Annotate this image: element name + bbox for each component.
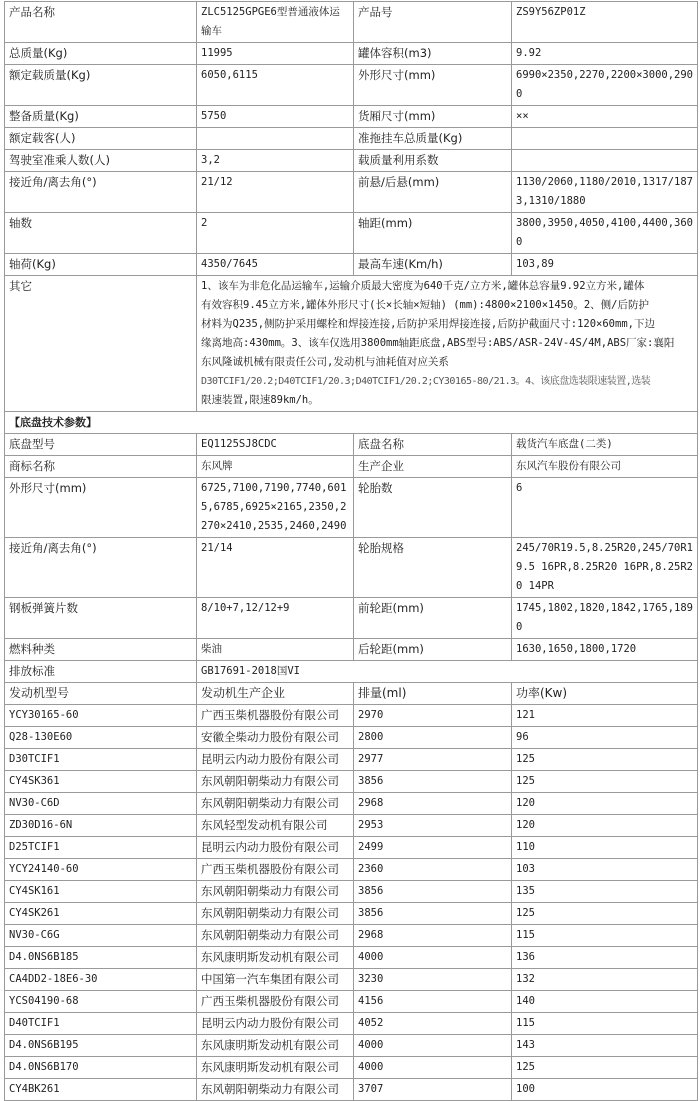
- engine-power: 120: [512, 793, 698, 815]
- engine-power: 140: [512, 991, 698, 1013]
- chassis-spec-row: [5, 434, 698, 456]
- chassis-spec-row-value-a: 柴油: [197, 639, 354, 661]
- product-spec-row-value-b: [512, 128, 698, 150]
- other-note-line: 1、该车为非危化品运输车,运输介质最大密度为640千克/立方米,罐体总容量9.92立方米,罐体: [201, 280, 645, 292]
- product-spec-row-label-a: 额定载客(人): [5, 128, 197, 150]
- chassis-spec-row-label-b: 前轮距(mm): [354, 598, 512, 639]
- engine-power: 125: [512, 903, 698, 925]
- product-spec-row-label-b: 轴距(mm): [354, 213, 512, 254]
- product-spec-row: [5, 254, 698, 276]
- engine-displacement: 3230: [354, 969, 512, 991]
- engine-model: D4.0NS6B185: [5, 947, 197, 969]
- engine-displacement: 2968: [354, 925, 512, 947]
- engine-displacement: 2977: [354, 749, 512, 771]
- engine-maker-header: 发动机生产企业: [197, 683, 354, 705]
- chassis-spec-row-value-b: 1745,1802,1820,1842,1765,1890: [512, 598, 698, 639]
- page: [0, 1, 700, 1096]
- engine-row: [5, 947, 698, 969]
- emission-row: [5, 661, 698, 683]
- engine-model: YCY30165-60: [5, 705, 197, 727]
- product-spec-row-value-b: [512, 150, 698, 172]
- engine-power: 125: [512, 749, 698, 771]
- chassis-spec-row-label-b: 生产企业: [354, 456, 512, 478]
- engine-maker: 安徽全柴动力股份有限公司: [197, 727, 354, 749]
- engine-model: NV30-C6D: [5, 793, 197, 815]
- engine-power: 96: [512, 727, 698, 749]
- chassis-spec-row-label-a: 底盘型号: [5, 434, 197, 456]
- engine-row: [5, 881, 698, 903]
- engine-row: [5, 815, 698, 837]
- engine-row: [5, 1035, 698, 1057]
- chassis-spec-row-label-a: 钢板弹簧片数: [5, 598, 197, 639]
- engine-row: [5, 749, 698, 771]
- engine-displacement: 4000: [354, 947, 512, 969]
- engine-power: 121: [512, 705, 698, 727]
- chassis-spec-row-label-a: 外形尺寸(mm): [5, 478, 197, 538]
- engine-model: YCY24140-60: [5, 859, 197, 881]
- product-spec-row-label-a: 轴荷(Kg): [5, 254, 197, 276]
- engine-power: 115: [512, 925, 698, 947]
- engine-power: 115: [512, 1013, 698, 1035]
- chassis-spec-rows: [5, 434, 698, 661]
- product-spec-row-label-a: 接近角/离去角(°): [5, 172, 197, 213]
- engine-displacement: 2953: [354, 815, 512, 837]
- engine-power: 125: [512, 771, 698, 793]
- chassis-section-title: 【底盘技术参数】: [5, 412, 698, 434]
- engine-power: 125: [512, 1057, 698, 1079]
- engine-power: 136: [512, 947, 698, 969]
- engine-maker: 昆明云内动力股份有限公司: [197, 1013, 354, 1035]
- engine-power: 100: [512, 1079, 698, 1101]
- product-spec-row-label-a: 整备质量(Kg): [5, 106, 197, 128]
- chassis-spec-row: [5, 639, 698, 661]
- engine-displacement: 4000: [354, 1057, 512, 1079]
- engine-displacement: 2360: [354, 859, 512, 881]
- engine-row: [5, 1079, 698, 1101]
- other-notes-row: [5, 276, 698, 412]
- engine-power: 143: [512, 1035, 698, 1057]
- engine-maker: 东风朝阳朝柴动力有限公司: [197, 925, 354, 947]
- engine-row: [5, 771, 698, 793]
- product-spec-row-value-a: 21/12: [197, 172, 354, 213]
- chassis-title-row: [5, 412, 698, 434]
- chassis-spec-row: [5, 478, 698, 538]
- product-spec-row-value-a: 3,2: [197, 150, 354, 172]
- engine-displacement: 3856: [354, 903, 512, 925]
- chassis-spec-row-label-a: 商标名称: [5, 456, 197, 478]
- engine-maker: 东风朝阳朝柴动力有限公司: [197, 903, 354, 925]
- engine-displacement: 4000: [354, 1035, 512, 1057]
- chassis-spec-row-value-b: 载货汽车底盘(二类): [512, 434, 698, 456]
- other-label: 其它: [5, 276, 197, 412]
- product-spec-row: [5, 43, 698, 65]
- engine-power: 120: [512, 815, 698, 837]
- engine-maker: 中国第一汽车集团有限公司: [197, 969, 354, 991]
- product-name-row: [5, 2, 698, 43]
- engine-model: D25TCIF1: [5, 837, 197, 859]
- engine-model-header: 发动机型号: [5, 683, 197, 705]
- product-spec-row: [5, 65, 698, 106]
- emission-section: [5, 661, 698, 683]
- engine-maker: 广西玉柴机器股份有限公司: [197, 859, 354, 881]
- engine-power: 135: [512, 881, 698, 903]
- engine-row: [5, 1057, 698, 1079]
- engine-row: [5, 991, 698, 1013]
- product-spec-row-value-b: 9.92: [512, 43, 698, 65]
- chassis-spec-row-label-a: 接近角/离去角(°): [5, 538, 197, 598]
- chassis-spec-row: [5, 456, 698, 478]
- engine-maker: 东风朝阳朝柴动力有限公司: [197, 793, 354, 815]
- chassis-spec-row-value-a: 8/10+7,12/12+9: [197, 598, 354, 639]
- engine-model: CY4SK261: [5, 903, 197, 925]
- engine-displacement-header: 排量(ml): [354, 683, 512, 705]
- engine-power-header: 功率(Kw): [512, 683, 698, 705]
- product-spec-row: [5, 213, 698, 254]
- engine-maker: 东风康明斯发动机有限公司: [197, 1057, 354, 1079]
- chassis-spec-row-value-b: 245/70R19.5,8.25R20,245/70R19.5 16PR,8.25R20 16PR,8.25R20 14PR: [512, 538, 698, 598]
- product-spec-row-value-b: 1130/2060,1180/2010,1317/1873,1310/1880: [512, 172, 698, 213]
- product-spec-row-value-b: 6990×2350,2270,2200×3000,2900: [512, 65, 698, 106]
- engine-model: D30TCIF1: [5, 749, 197, 771]
- chassis-spec-row-value-a: 6725,7100,7190,7740,6015,6785,6925×2165,2350,2270×2410,2535,2460,2490: [197, 478, 354, 538]
- product-spec-row-label-b: 前悬/后悬(mm): [354, 172, 512, 213]
- engine-model: YCS04190-68: [5, 991, 197, 1013]
- other-note-line: 缘离地高:430mm。3、该车仅选用3800mm轴距底盘,ABS型号:ABS/ASR-24V-4S/4M,ABS厂家:襄阳: [201, 337, 675, 349]
- product-name-value: ZLC5125GPGE6型普通液体运输车: [197, 2, 354, 43]
- product-info-section: [5, 2, 698, 43]
- engine-displacement: 4052: [354, 1013, 512, 1035]
- engine-row: [5, 727, 698, 749]
- other-notes-text: [197, 276, 698, 412]
- other-note-line: 东风隆诚机械有限责任公司,发动机与油耗值对应关系: [201, 356, 449, 368]
- engine-maker: 东风朝阳朝柴动力有限公司: [197, 1079, 354, 1101]
- engine-displacement: 2499: [354, 837, 512, 859]
- engine-list: [5, 705, 698, 1101]
- engine-row: [5, 793, 698, 815]
- engine-displacement: 2970: [354, 705, 512, 727]
- engine-displacement: 4156: [354, 991, 512, 1013]
- engine-maker: 东风康明斯发动机有限公司: [197, 1035, 354, 1057]
- product-spec-row-value-b: ××: [512, 106, 698, 128]
- product-spec-row: [5, 106, 698, 128]
- engine-row: [5, 705, 698, 727]
- engine-model: CY4BK261: [5, 1079, 197, 1101]
- other-note-line: 有效容积9.45立方米,罐体外形尺寸(长×长轴×短轴) (mm):4800×2100×1450。2、侧/后防护: [201, 299, 649, 311]
- chassis-spec-row-label-a: 燃料种类: [5, 639, 197, 661]
- chassis-spec-row-value-b: 东风汽车股份有限公司: [512, 456, 698, 478]
- chassis-spec-row-label-b: 轮胎规格: [354, 538, 512, 598]
- product-spec-row-label-a: 驾驶室准乘人数(人): [5, 150, 197, 172]
- engine-model: D4.0NS6B170: [5, 1057, 197, 1079]
- engine-maker: 广西玉柴机器股份有限公司: [197, 705, 354, 727]
- product-name-label: 产品名称: [5, 2, 197, 43]
- chassis-spec-row-value-a: 21/14: [197, 538, 354, 598]
- chassis-spec-row-value-a: EQ1125SJ8CDC: [197, 434, 354, 456]
- product-spec-row-label-a: 轴数: [5, 213, 197, 254]
- engine-displacement: 3707: [354, 1079, 512, 1101]
- other-note-line: D30TCIF1/20.2;D40TCIF1/20.3;D40TCIF1/20.2;CY30165-80/21.3。4、该底盘选装限速装置,选装: [201, 376, 651, 387]
- other-note-line: 限速装置,限速89km/h。: [201, 394, 319, 406]
- product-model-label: 产品号: [354, 2, 512, 43]
- product-spec-row: [5, 172, 698, 213]
- engine-maker: 东风朝阳朝柴动力有限公司: [197, 771, 354, 793]
- engine-model: D4.0NS6B195: [5, 1035, 197, 1057]
- engine-power: 103: [512, 859, 698, 881]
- engine-maker: 东风轻型发动机有限公司: [197, 815, 354, 837]
- product-spec-row-label-b: 外形尺寸(mm): [354, 65, 512, 106]
- chassis-spec-row: [5, 538, 698, 598]
- engine-model: CY4SK161: [5, 881, 197, 903]
- product-spec-row-value-a: 4350/7645: [197, 254, 354, 276]
- product-spec-row-label-b: 货厢尺寸(mm): [354, 106, 512, 128]
- engine-displacement: 3856: [354, 881, 512, 903]
- engine-model: Q28-130E60: [5, 727, 197, 749]
- chassis-spec-row-value-a: 东风牌: [197, 456, 354, 478]
- engine-maker: 昆明云内动力股份有限公司: [197, 749, 354, 771]
- product-spec-row-label-b: 罐体容积(m3): [354, 43, 512, 65]
- product-spec-row-label-b: 准拖挂车总质量(Kg): [354, 128, 512, 150]
- emission-value: GB17691-2018国VI: [197, 661, 698, 683]
- engine-maker: 广西玉柴机器股份有限公司: [197, 991, 354, 1013]
- engine-power: 110: [512, 837, 698, 859]
- emission-label: 排放标准: [5, 661, 197, 683]
- engine-row: [5, 903, 698, 925]
- engine-power: 132: [512, 969, 698, 991]
- engine-header-section: [5, 683, 698, 705]
- engine-displacement: 2800: [354, 727, 512, 749]
- engine-displacement: 3856: [354, 771, 512, 793]
- chassis-spec-row-label-b: 轮胎数: [354, 478, 512, 538]
- product-spec-rows: [5, 43, 698, 276]
- product-spec-row-value-b: 3800,3950,4050,4100,4400,3600: [512, 213, 698, 254]
- chassis-spec-row: [5, 598, 698, 639]
- product-spec-row-value-b: 103,89: [512, 254, 698, 276]
- chassis-spec-row-label-b: 后轮距(mm): [354, 639, 512, 661]
- engine-row: [5, 837, 698, 859]
- other-note-line: 材料为Q235,侧防护采用螺栓和焊接连接,后防护采用焊接连接,后防护截面尺寸:120×60mm,下边: [201, 318, 655, 330]
- engine-displacement: 2968: [354, 793, 512, 815]
- product-spec-row: [5, 150, 698, 172]
- engine-maker: 东风康明斯发动机有限公司: [197, 947, 354, 969]
- chassis-section: [5, 412, 698, 434]
- chassis-spec-row-value-b: 6: [512, 478, 698, 538]
- engine-model: NV30-C6G: [5, 925, 197, 947]
- product-model-value: ZS9Y56ZP01Z: [512, 2, 698, 43]
- product-spec-row-label-a: 额定载质量(Kg): [5, 65, 197, 106]
- product-spec-row-label-b: 最高车速(Km/h): [354, 254, 512, 276]
- engine-model: CA4DD2-18E6-30: [5, 969, 197, 991]
- engine-row: [5, 925, 698, 947]
- engine-row: [5, 859, 698, 881]
- product-spec-row: [5, 128, 698, 150]
- chassis-spec-row-value-b: 1630,1650,1800,1720: [512, 639, 698, 661]
- product-spec-row-value-a: [197, 128, 354, 150]
- product-spec-row-label-a: 总质量(Kg): [5, 43, 197, 65]
- engine-row: [5, 1013, 698, 1035]
- engine-row: [5, 969, 698, 991]
- chassis-spec-row-label-b: 底盘名称: [354, 434, 512, 456]
- product-spec-row-value-a: 2: [197, 213, 354, 254]
- engine-maker: 东风朝阳朝柴动力有限公司: [197, 881, 354, 903]
- product-spec-row-label-b: 载质量利用系数: [354, 150, 512, 172]
- spec-table: [4, 1, 698, 1101]
- engine-header-row: [5, 683, 698, 705]
- product-spec-row-value-a: 6050,6115: [197, 65, 354, 106]
- other-notes-section: [5, 276, 698, 412]
- product-spec-row-value-a: 11995: [197, 43, 354, 65]
- engine-model: D40TCIF1: [5, 1013, 197, 1035]
- product-spec-row-value-a: 5750: [197, 106, 354, 128]
- engine-model: ZD30D16-6N: [5, 815, 197, 837]
- engine-maker: 昆明云内动力股份有限公司: [197, 837, 354, 859]
- engine-model: CY4SK361: [5, 771, 197, 793]
